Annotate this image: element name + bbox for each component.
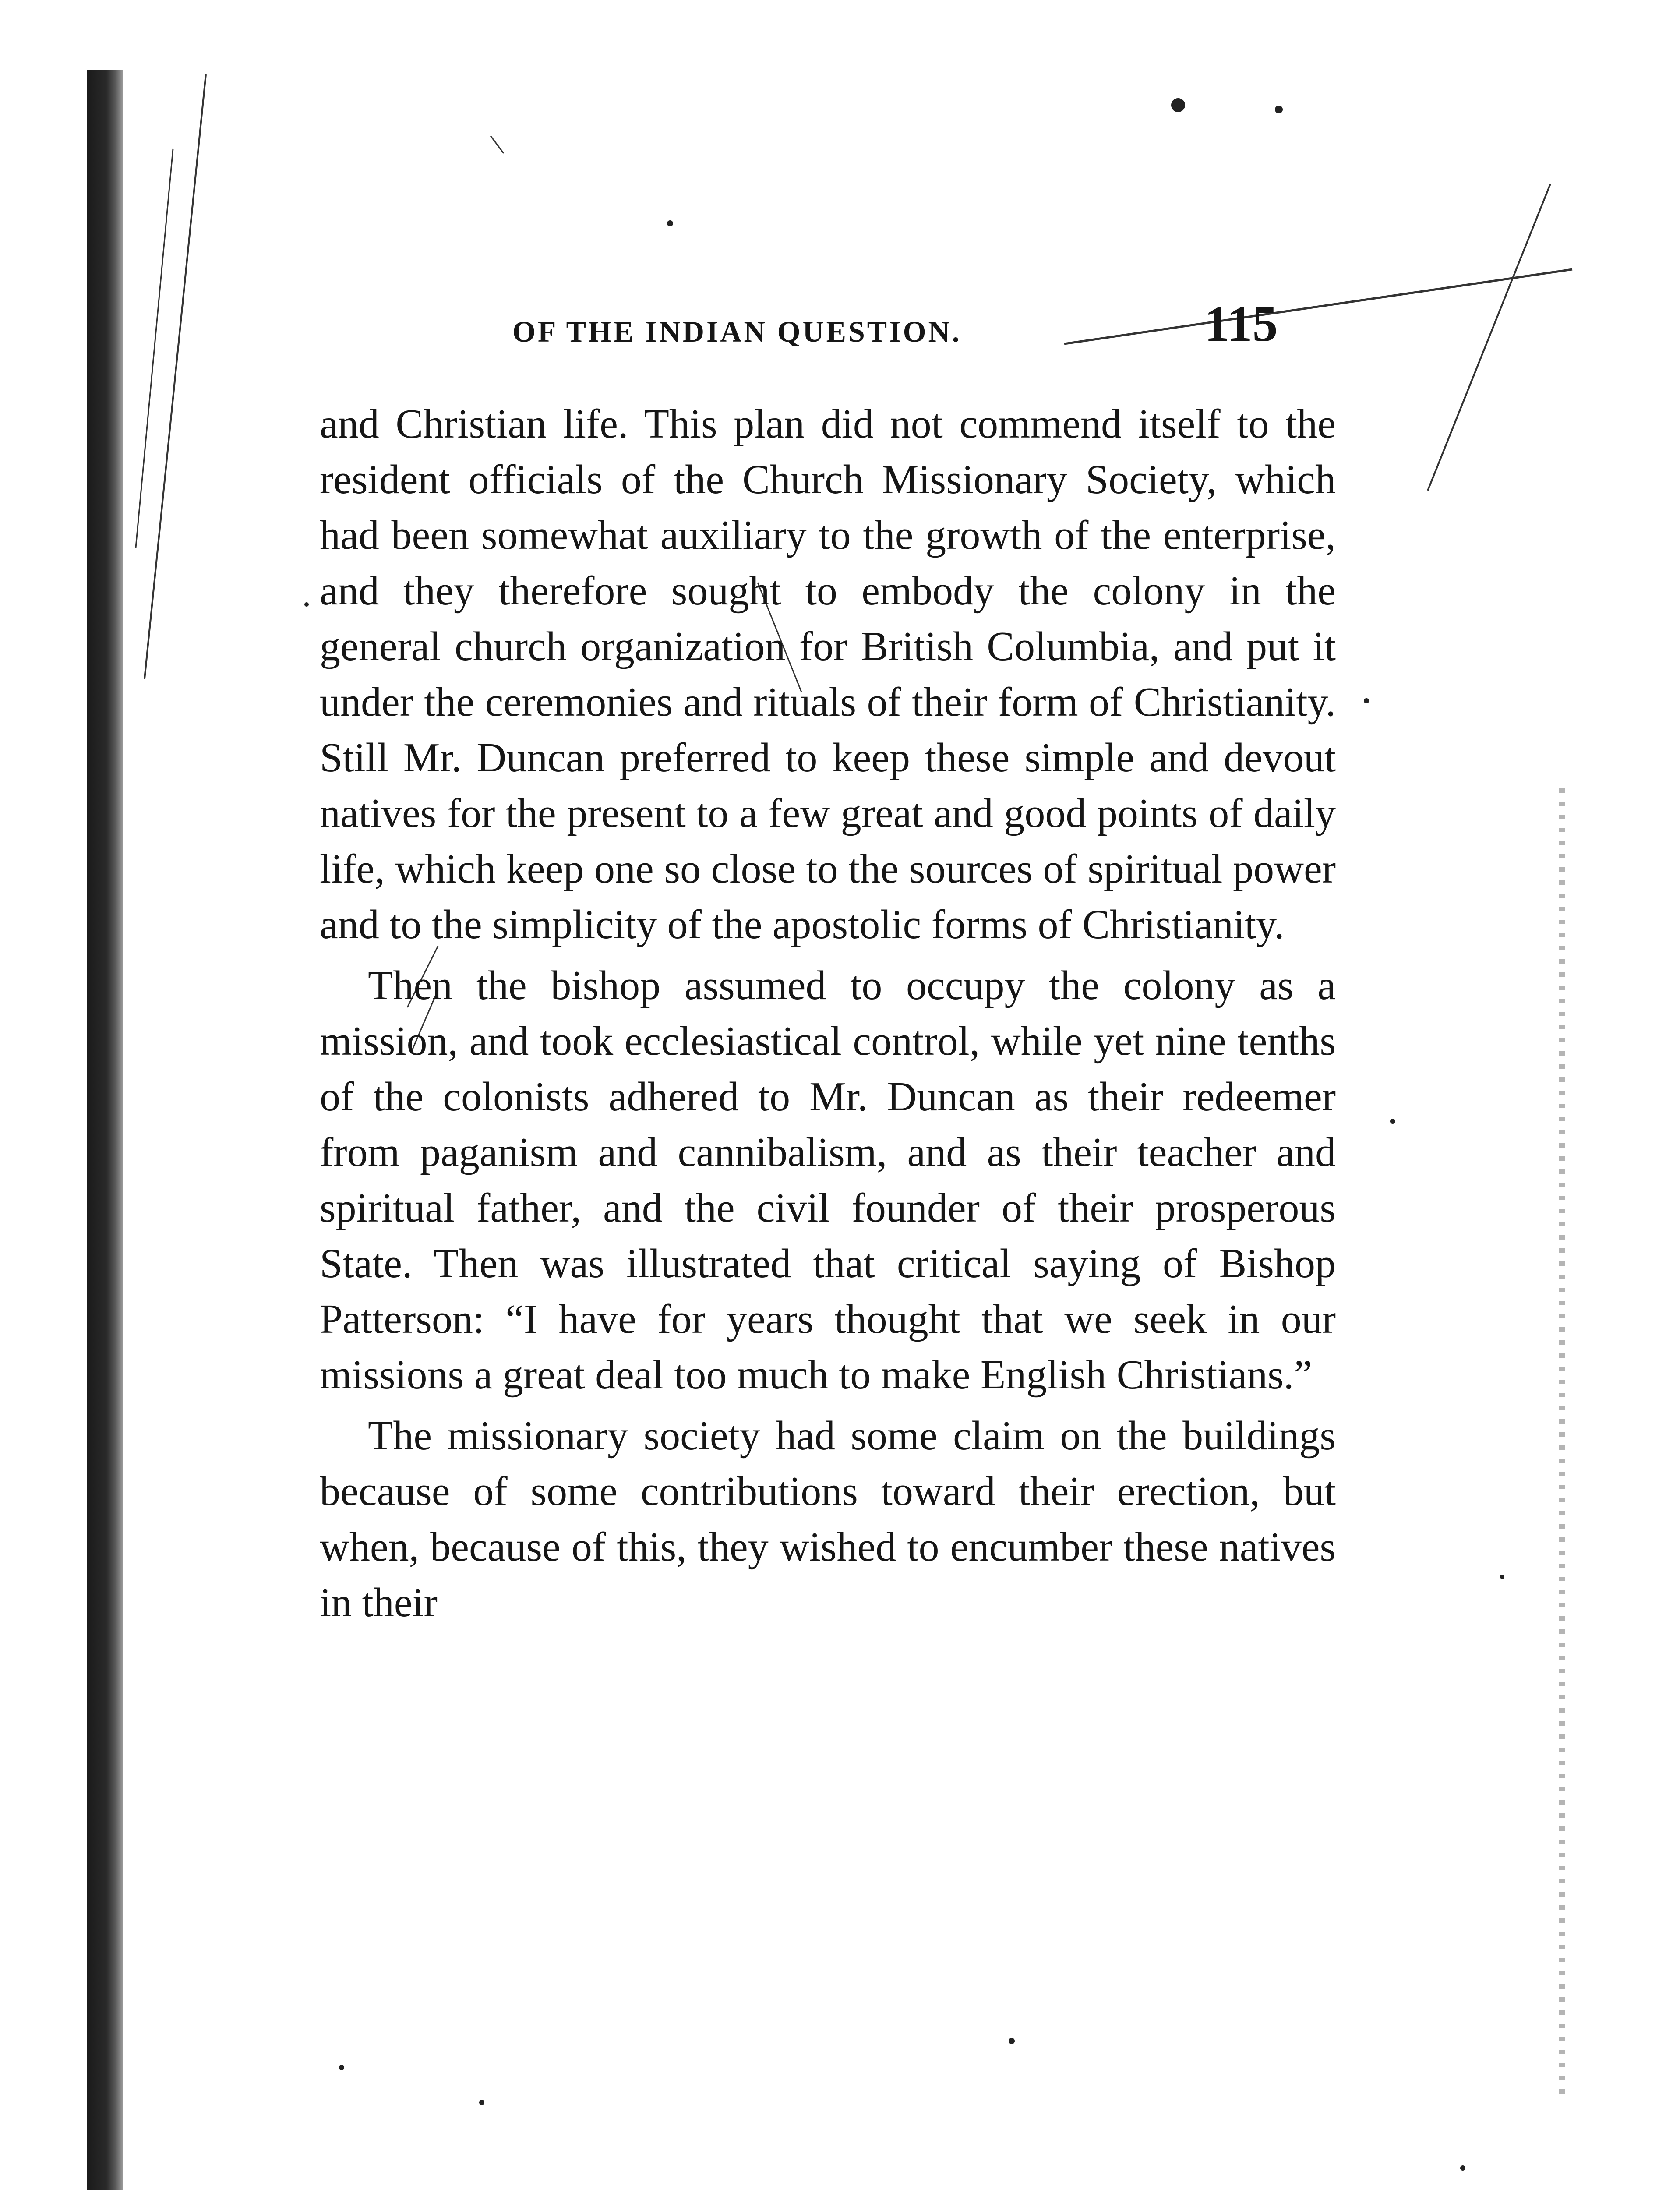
- paragraph-1: and Christian life. This plan did not commend itself to the resident officials of the Church Missionary Society, which had been somewhat auxiliary to the growth of the enterprise, and they therefore sought to embody the colony in the general church organization for British Columbia, and put it under the ceremonies and rituals of their form of Christianity. Still Mr. Duncan preferred to keep these simple and devout natives for the present to a few great and good points of daily life, which keep one so close to the sources of spiritual power and to the simplicity of the apostolic forms of Christianity.: [320, 401, 1336, 947]
- paragraph-2: Then the bishop assumed to occupy the colony as a mission, and took ecclesiastical control, while yet nine tenths of the colonists adhered to Mr. Duncan as their redeemer from paganism and cannibalism, and as their teacher and spiritual father, and the civil founder of their prosperous State. Then was illustrated that critical saying of Bishop Patterson: “I have for years thought that we seek in our missions a great deal too much to make English Christians.”: [320, 963, 1336, 1398]
- running-head: OF THE INDIAN QUESTION.: [512, 315, 962, 348]
- body-text: [320, 396, 1336, 1631]
- page-number: 115: [1204, 296, 1278, 352]
- paragraph-3: The missionary society had some claim on the buildings because of some contributions toward their erection, but when, because of this, they wished to encumber these natives in their: [320, 1413, 1336, 1625]
